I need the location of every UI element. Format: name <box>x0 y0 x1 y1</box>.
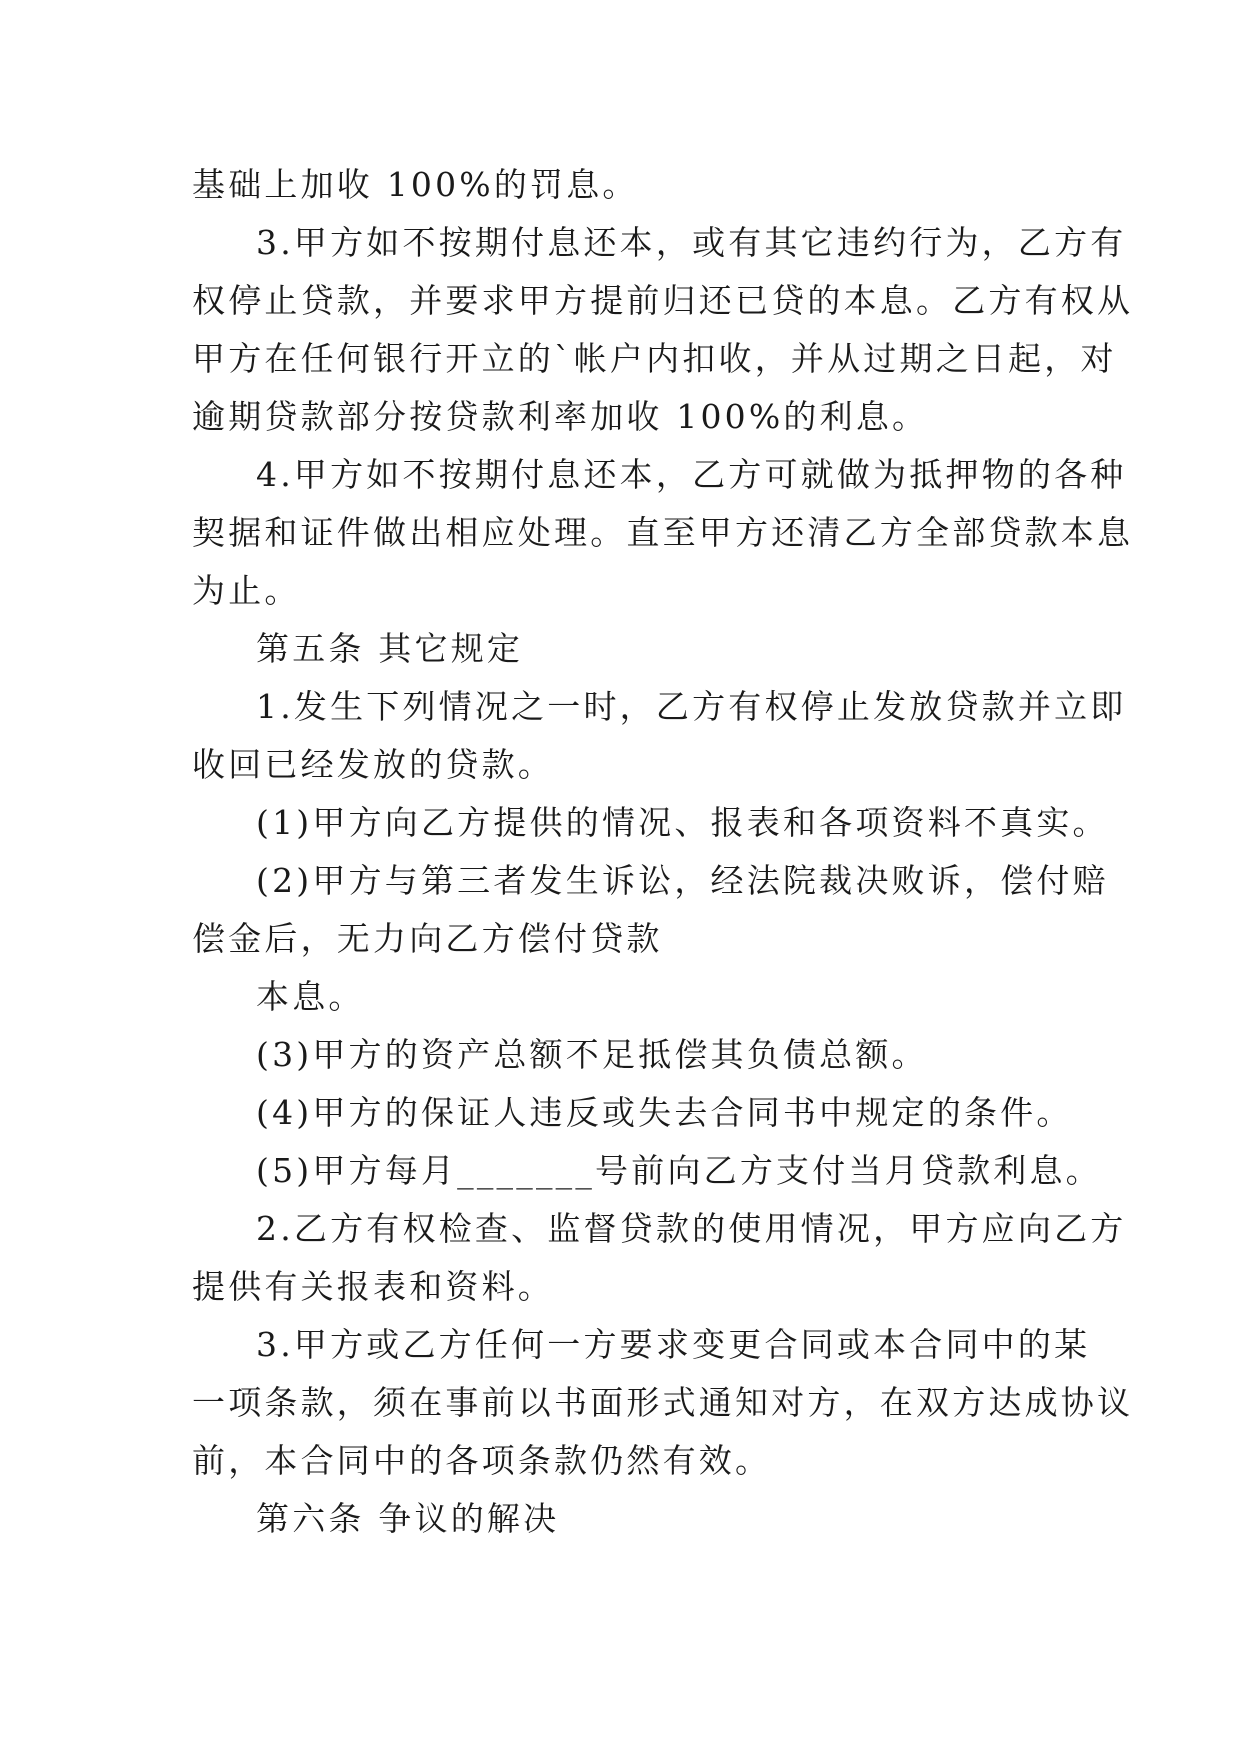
section-heading: 第五条 其它规定 <box>256 629 524 668</box>
text-line: 4.甲方如不按期付息还本，乙方可就做为抵押物的各种 <box>256 455 1127 494</box>
text-line: 3.甲方如不按期付息还本，或有其它违约行为，乙方有 <box>256 223 1127 262</box>
text-line: (2)甲方与第三者发生诉讼，经法院裁决败诉，偿付赔 <box>256 861 1109 900</box>
text-line: 一项条款，须在事前以书面形式通知对方，在双方达成协议 <box>192 1383 1134 1422</box>
text-line: (5)甲方每月_______号前向乙方支付当月贷款利息。 <box>256 1151 1102 1190</box>
text-line: 3.甲方或乙方任何一方要求变更合同或本合同中的某 <box>256 1325 1091 1364</box>
text-line: 基础上加收 100%的罚息。 <box>192 165 639 204</box>
text-line: 逾期贷款部分按贷款利率加收 100%的利息。 <box>192 397 929 436</box>
text-line: 权停止贷款，并要求甲方提前归还已贷的本息。乙方有权从 <box>192 281 1134 320</box>
text-line: 契据和证件做出相应处理。直至甲方还清乙方全部贷款本息 <box>192 513 1134 552</box>
text-line: 提供有关报表和资料。 <box>192 1267 554 1306</box>
text-line: 收回已经发放的贷款。 <box>192 745 554 784</box>
text-line: 为止。 <box>192 571 301 610</box>
text-line: (4)甲方的保证人违反或失去合同书中规定的条件。 <box>256 1093 1073 1132</box>
text-line: 1.发生下列情况之一时，乙方有权停止发放贷款并立即 <box>256 687 1127 726</box>
text-line: 本息。 <box>256 977 365 1016</box>
text-line: 前，本合同中的各项条款仍然有效。 <box>192 1441 772 1480</box>
text-line: 2.乙方有权检查、监督贷款的使用情况，甲方应向乙方 <box>256 1209 1127 1248</box>
text-line: 偿金后，无力向乙方偿付贷款 <box>192 919 663 958</box>
text-line: 甲方在任何银行开立的`帐户内扣收，并从过期之日起，对 <box>192 339 1117 378</box>
text-line: (3)甲方的资产总额不足抵偿其负债总额。 <box>256 1035 928 1074</box>
section-heading: 第六条 争议的解决 <box>256 1499 560 1538</box>
text-line: (1)甲方向乙方提供的情况、报表和各项资料不真实。 <box>256 803 1109 842</box>
